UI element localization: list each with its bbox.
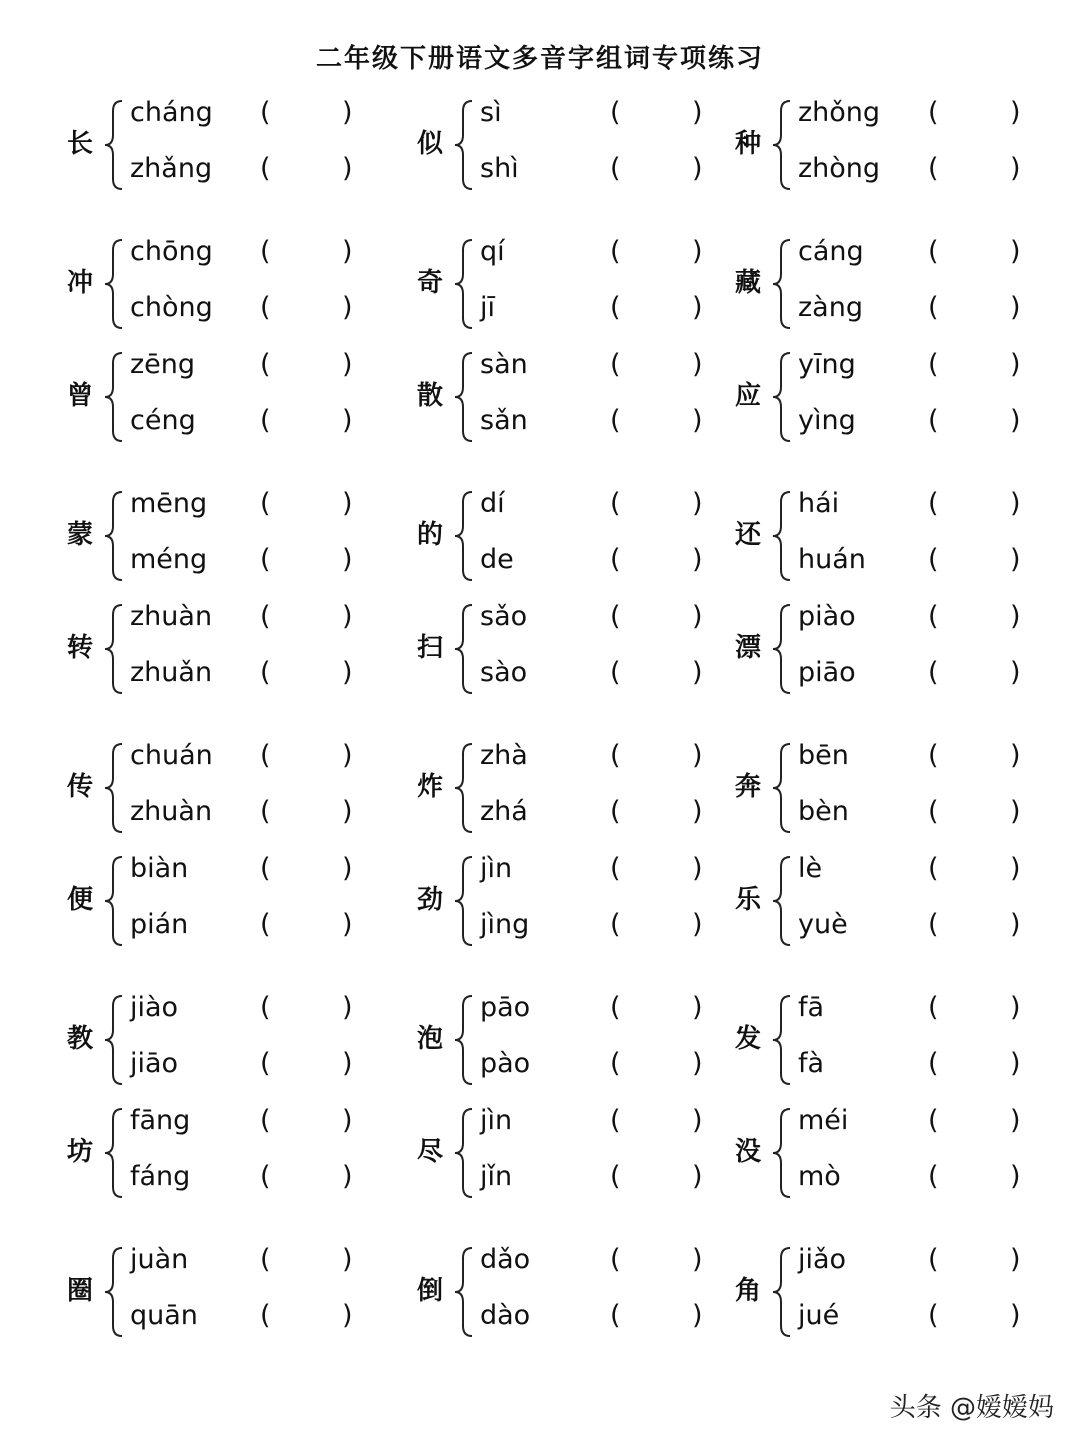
entry <box>60 97 380 197</box>
answer-blank-open: ( <box>928 909 939 940</box>
answer-blank-close: ) <box>1010 97 1021 128</box>
pinyin-reading: huán <box>798 544 866 575</box>
entry <box>410 97 730 197</box>
pinyin-reading: jué <box>798 1300 840 1331</box>
entry <box>410 601 730 701</box>
entry <box>60 236 380 336</box>
entry <box>728 1105 1048 1205</box>
pinyin-reading: juàn <box>130 1244 189 1275</box>
polyphonic-char: 泡 <box>416 1024 443 1054</box>
answer-blank-open: ( <box>610 1048 621 1079</box>
pinyin-reading: fā <box>798 992 825 1023</box>
answer-blank-close: ) <box>1010 992 1021 1023</box>
answer-blank-close: ) <box>1010 1161 1021 1192</box>
answer-blank-open: ( <box>928 1048 939 1079</box>
brace-icon <box>100 349 130 449</box>
entry <box>728 97 1048 197</box>
answer-blank-close: ) <box>342 544 353 575</box>
answer-blank-close: ) <box>692 292 703 323</box>
answer-blank-open: ( <box>610 740 621 771</box>
answer-blank-close: ) <box>1010 657 1021 688</box>
pinyin-reading: biàn <box>130 853 189 884</box>
polyphonic-char: 倒 <box>416 1276 443 1306</box>
polyphonic-char: 圈 <box>66 1276 93 1306</box>
pinyin-reading: zhòng <box>798 153 881 184</box>
polyphonic-char: 炸 <box>416 772 443 802</box>
pinyin-reading: fáng <box>130 1161 191 1192</box>
brace-icon <box>450 1105 480 1205</box>
entry <box>60 740 380 840</box>
answer-blank-open: ( <box>610 97 621 128</box>
pinyin-reading: chuán <box>130 740 213 771</box>
polyphonic-char: 劲 <box>416 885 443 915</box>
answer-blank-open: ( <box>928 544 939 575</box>
answer-blank-close: ) <box>1010 796 1021 827</box>
brace-icon <box>450 992 480 1092</box>
entry <box>728 1244 1048 1344</box>
brace-icon <box>450 1244 480 1344</box>
entry <box>728 349 1048 449</box>
answer-blank-open: ( <box>610 349 621 380</box>
answer-blank-close: ) <box>1010 853 1021 884</box>
pinyin-reading: sǎn <box>480 405 528 436</box>
pinyin-reading: jiǎo <box>798 1244 847 1275</box>
pinyin-reading: fà <box>798 1048 825 1079</box>
pinyin-reading: méi <box>798 1105 849 1136</box>
pinyin-reading: sàn <box>480 349 528 380</box>
answer-blank-close: ) <box>342 601 353 632</box>
answer-blank-close: ) <box>692 1105 703 1136</box>
entry <box>410 488 730 588</box>
pinyin-reading: zhuàn <box>130 796 213 827</box>
answer-blank-open: ( <box>928 153 939 184</box>
brace-icon <box>100 992 130 1092</box>
answer-blank-open: ( <box>260 544 271 575</box>
pinyin-reading: jiào <box>130 992 179 1023</box>
answer-blank-open: ( <box>928 992 939 1023</box>
answer-blank-open: ( <box>260 405 271 436</box>
brace-icon <box>100 601 130 701</box>
pinyin-reading: de <box>480 544 514 575</box>
answer-blank-close: ) <box>692 236 703 267</box>
polyphonic-char: 尽 <box>416 1137 443 1167</box>
brace-icon <box>768 992 798 1092</box>
answer-blank-close: ) <box>342 1048 353 1079</box>
polyphonic-char: 扫 <box>416 633 443 663</box>
answer-blank-close: ) <box>1010 488 1021 519</box>
answer-blank-open: ( <box>610 1161 621 1192</box>
brace-icon <box>768 1244 798 1344</box>
pinyin-reading: zēng <box>130 349 196 380</box>
entry <box>410 1244 730 1344</box>
brace-icon <box>100 488 130 588</box>
pinyin-reading: mò <box>798 1161 841 1192</box>
polyphonic-char: 教 <box>66 1024 93 1054</box>
entry <box>728 601 1048 701</box>
pinyin-reading: jī <box>480 292 496 323</box>
answer-blank-open: ( <box>610 488 621 519</box>
answer-blank-close: ) <box>692 657 703 688</box>
answer-blank-open: ( <box>928 97 939 128</box>
answer-blank-close: ) <box>342 992 353 1023</box>
answer-blank-open: ( <box>610 405 621 436</box>
answer-blank-open: ( <box>610 909 621 940</box>
answer-blank-open: ( <box>260 853 271 884</box>
answer-blank-close: ) <box>692 1244 703 1275</box>
polyphonic-char: 奇 <box>416 268 443 298</box>
answer-blank-open: ( <box>610 544 621 575</box>
answer-blank-open: ( <box>610 992 621 1023</box>
answer-blank-open: ( <box>260 488 271 519</box>
answer-blank-open: ( <box>260 1048 271 1079</box>
answer-blank-open: ( <box>928 292 939 323</box>
pinyin-reading: cáng <box>798 236 864 267</box>
polyphonic-char: 蒙 <box>66 520 93 550</box>
polyphonic-char: 曾 <box>66 381 93 411</box>
polyphonic-char: 还 <box>734 520 761 550</box>
answer-blank-close: ) <box>342 349 353 380</box>
pinyin-reading: zhǒng <box>798 97 881 128</box>
answer-blank-close: ) <box>342 1300 353 1331</box>
answer-blank-close: ) <box>342 153 353 184</box>
pinyin-reading: chōng <box>130 236 213 267</box>
answer-blank-close: ) <box>342 236 353 267</box>
brace-icon <box>450 740 480 840</box>
answer-blank-close: ) <box>342 405 353 436</box>
entry <box>410 1105 730 1205</box>
answer-blank-open: ( <box>260 601 271 632</box>
pinyin-reading: zhuàn <box>130 601 213 632</box>
entry <box>60 853 380 953</box>
pinyin-reading: zhuǎn <box>130 657 213 688</box>
watermark: 头条 @嫒嫒妈 <box>889 1393 1054 1423</box>
answer-blank-close: ) <box>342 1244 353 1275</box>
answer-blank-open: ( <box>928 796 939 827</box>
answer-blank-close: ) <box>342 909 353 940</box>
polyphonic-char: 发 <box>734 1024 761 1054</box>
answer-blank-open: ( <box>928 236 939 267</box>
entry <box>728 992 1048 1092</box>
answer-blank-open: ( <box>260 909 271 940</box>
answer-blank-close: ) <box>1010 153 1021 184</box>
pinyin-reading: sào <box>480 657 528 688</box>
answer-blank-close: ) <box>692 601 703 632</box>
pinyin-reading: sǎo <box>480 601 528 632</box>
entry <box>728 236 1048 336</box>
pinyin-reading: pāo <box>480 992 531 1023</box>
entry <box>410 349 730 449</box>
pinyin-reading: yīng <box>798 349 856 380</box>
answer-blank-close: ) <box>342 97 353 128</box>
pinyin-reading: pián <box>130 909 189 940</box>
pinyin-reading: jǐn <box>480 1161 513 1192</box>
polyphonic-char: 乐 <box>734 885 761 915</box>
pinyin-reading: cháng <box>130 97 213 128</box>
pinyin-reading: jiāo <box>130 1048 179 1079</box>
answer-blank-close: ) <box>692 909 703 940</box>
answer-blank-close: ) <box>1010 1048 1021 1079</box>
brace-icon <box>768 1105 798 1205</box>
polyphonic-char: 奔 <box>734 772 761 802</box>
pinyin-reading: céng <box>130 405 196 436</box>
answer-blank-open: ( <box>928 1161 939 1192</box>
entry <box>410 992 730 1092</box>
entry <box>410 236 730 336</box>
entry <box>60 601 380 701</box>
brace-icon <box>100 236 130 336</box>
answer-blank-close: ) <box>692 405 703 436</box>
brace-icon <box>450 236 480 336</box>
answer-blank-open: ( <box>610 796 621 827</box>
answer-blank-close: ) <box>1010 544 1021 575</box>
answer-blank-close: ) <box>1010 1244 1021 1275</box>
brace-icon <box>768 601 798 701</box>
pinyin-reading: piào <box>798 601 856 632</box>
answer-blank-close: ) <box>342 740 353 771</box>
answer-blank-close: ) <box>1010 601 1021 632</box>
pinyin-reading: sì <box>480 97 502 128</box>
pinyin-reading: méng <box>130 544 208 575</box>
answer-blank-open: ( <box>928 853 939 884</box>
pinyin-reading: yuè <box>798 909 848 940</box>
answer-blank-open: ( <box>260 796 271 827</box>
polyphonic-char: 冲 <box>66 268 93 298</box>
answer-blank-open: ( <box>928 488 939 519</box>
answer-blank-close: ) <box>342 292 353 323</box>
polyphonic-char: 应 <box>734 381 761 411</box>
polyphonic-char: 传 <box>66 772 93 802</box>
entry <box>410 853 730 953</box>
pinyin-reading: quān <box>130 1300 198 1331</box>
polyphonic-char: 种 <box>734 129 761 159</box>
answer-blank-open: ( <box>928 740 939 771</box>
pinyin-reading: bèn <box>798 796 849 827</box>
answer-blank-open: ( <box>610 853 621 884</box>
answer-blank-close: ) <box>692 349 703 380</box>
answer-blank-open: ( <box>260 349 271 380</box>
pinyin-reading: mēng <box>130 488 208 519</box>
brace-icon <box>100 1105 130 1205</box>
polyphonic-char: 坊 <box>66 1137 93 1167</box>
answer-blank-open: ( <box>260 657 271 688</box>
brace-icon <box>450 488 480 588</box>
pinyin-reading: piāo <box>798 657 856 688</box>
answer-blank-close: ) <box>342 488 353 519</box>
answer-blank-open: ( <box>928 349 939 380</box>
entry <box>60 1105 380 1205</box>
brace-icon <box>768 236 798 336</box>
brace-icon <box>100 97 130 197</box>
pinyin-reading: bēn <box>798 740 849 771</box>
polyphonic-char: 藏 <box>734 268 761 298</box>
answer-blank-open: ( <box>610 1244 621 1275</box>
answer-blank-open: ( <box>928 657 939 688</box>
pinyin-reading: jìng <box>480 909 530 940</box>
answer-blank-close: ) <box>692 153 703 184</box>
answer-blank-close: ) <box>342 853 353 884</box>
answer-blank-close: ) <box>342 796 353 827</box>
pinyin-reading: yìng <box>798 405 856 436</box>
answer-blank-close: ) <box>1010 909 1021 940</box>
answer-blank-open: ( <box>610 153 621 184</box>
answer-blank-open: ( <box>260 1300 271 1331</box>
polyphonic-char: 没 <box>734 1137 761 1167</box>
answer-blank-open: ( <box>260 236 271 267</box>
answer-blank-close: ) <box>692 97 703 128</box>
entry <box>410 740 730 840</box>
answer-blank-close: ) <box>692 740 703 771</box>
answer-blank-close: ) <box>1010 292 1021 323</box>
entry <box>728 853 1048 953</box>
answer-blank-close: ) <box>692 544 703 575</box>
answer-blank-close: ) <box>1010 1300 1021 1331</box>
polyphonic-char: 似 <box>416 129 443 159</box>
answer-blank-close: ) <box>692 992 703 1023</box>
brace-icon <box>100 740 130 840</box>
answer-blank-open: ( <box>260 740 271 771</box>
answer-blank-close: ) <box>342 657 353 688</box>
polyphonic-char: 长 <box>66 129 93 159</box>
answer-blank-close: ) <box>1010 236 1021 267</box>
answer-blank-close: ) <box>342 1161 353 1192</box>
answer-blank-close: ) <box>342 1105 353 1136</box>
pinyin-reading: dào <box>480 1300 531 1331</box>
pinyin-reading: fāng <box>130 1105 191 1136</box>
entry <box>728 488 1048 588</box>
pinyin-reading: shì <box>480 153 519 184</box>
answer-blank-open: ( <box>928 405 939 436</box>
brace-icon <box>100 1244 130 1344</box>
pinyin-reading: jìn <box>480 1105 513 1136</box>
answer-blank-open: ( <box>610 601 621 632</box>
polyphonic-char: 便 <box>66 885 93 915</box>
polyphonic-char: 漂 <box>734 633 761 663</box>
pinyin-reading: chòng <box>130 292 213 323</box>
answer-blank-close: ) <box>1010 740 1021 771</box>
entry <box>60 1244 380 1344</box>
polyphonic-char: 的 <box>416 520 443 550</box>
answer-blank-open: ( <box>928 1300 939 1331</box>
brace-icon <box>768 349 798 449</box>
answer-blank-close: ) <box>692 853 703 884</box>
brace-icon <box>450 853 480 953</box>
polyphonic-char: 角 <box>734 1276 761 1306</box>
pinyin-reading: zhà <box>480 740 528 771</box>
pinyin-reading: zàng <box>798 292 863 323</box>
polyphonic-char: 散 <box>416 381 443 411</box>
answer-blank-close: ) <box>1010 1105 1021 1136</box>
answer-blank-close: ) <box>1010 349 1021 380</box>
answer-blank-open: ( <box>260 292 271 323</box>
answer-blank-close: ) <box>692 1161 703 1192</box>
answer-blank-close: ) <box>692 1300 703 1331</box>
brace-icon <box>768 97 798 197</box>
answer-blank-close: ) <box>692 1048 703 1079</box>
answer-blank-open: ( <box>260 992 271 1023</box>
entry <box>60 349 380 449</box>
answer-blank-open: ( <box>928 1244 939 1275</box>
answer-blank-close: ) <box>692 796 703 827</box>
brace-icon <box>450 97 480 197</box>
pinyin-reading: qí <box>480 236 505 267</box>
page-title: 二年级下册语文多音字组词专项练习 <box>315 44 764 74</box>
entry <box>728 740 1048 840</box>
answer-blank-open: ( <box>260 1105 271 1136</box>
polyphonic-char: 转 <box>66 633 93 663</box>
entry <box>60 992 380 1092</box>
answer-blank-open: ( <box>928 601 939 632</box>
brace-icon <box>450 349 480 449</box>
answer-blank-open: ( <box>610 1300 621 1331</box>
brace-icon <box>450 601 480 701</box>
brace-icon <box>768 853 798 953</box>
brace-icon <box>100 853 130 953</box>
pinyin-reading: dǎo <box>480 1244 531 1275</box>
answer-blank-open: ( <box>610 292 621 323</box>
pinyin-reading: zhá <box>480 796 528 827</box>
pinyin-reading: lè <box>798 853 823 884</box>
answer-blank-close: ) <box>1010 405 1021 436</box>
answer-blank-open: ( <box>260 1161 271 1192</box>
brace-icon <box>768 488 798 588</box>
answer-blank-open: ( <box>260 1244 271 1275</box>
answer-blank-open: ( <box>260 97 271 128</box>
answer-blank-open: ( <box>928 1105 939 1136</box>
answer-blank-open: ( <box>610 1105 621 1136</box>
answer-blank-open: ( <box>610 657 621 688</box>
pinyin-reading: hái <box>798 488 840 519</box>
pinyin-reading: zhǎng <box>130 153 213 184</box>
answer-blank-open: ( <box>260 153 271 184</box>
pinyin-reading: dí <box>480 488 505 519</box>
answer-blank-close: ) <box>692 488 703 519</box>
entry <box>60 488 380 588</box>
pinyin-reading: jìn <box>480 853 513 884</box>
pinyin-reading: pào <box>480 1048 531 1079</box>
answer-blank-open: ( <box>610 236 621 267</box>
brace-icon <box>768 740 798 840</box>
